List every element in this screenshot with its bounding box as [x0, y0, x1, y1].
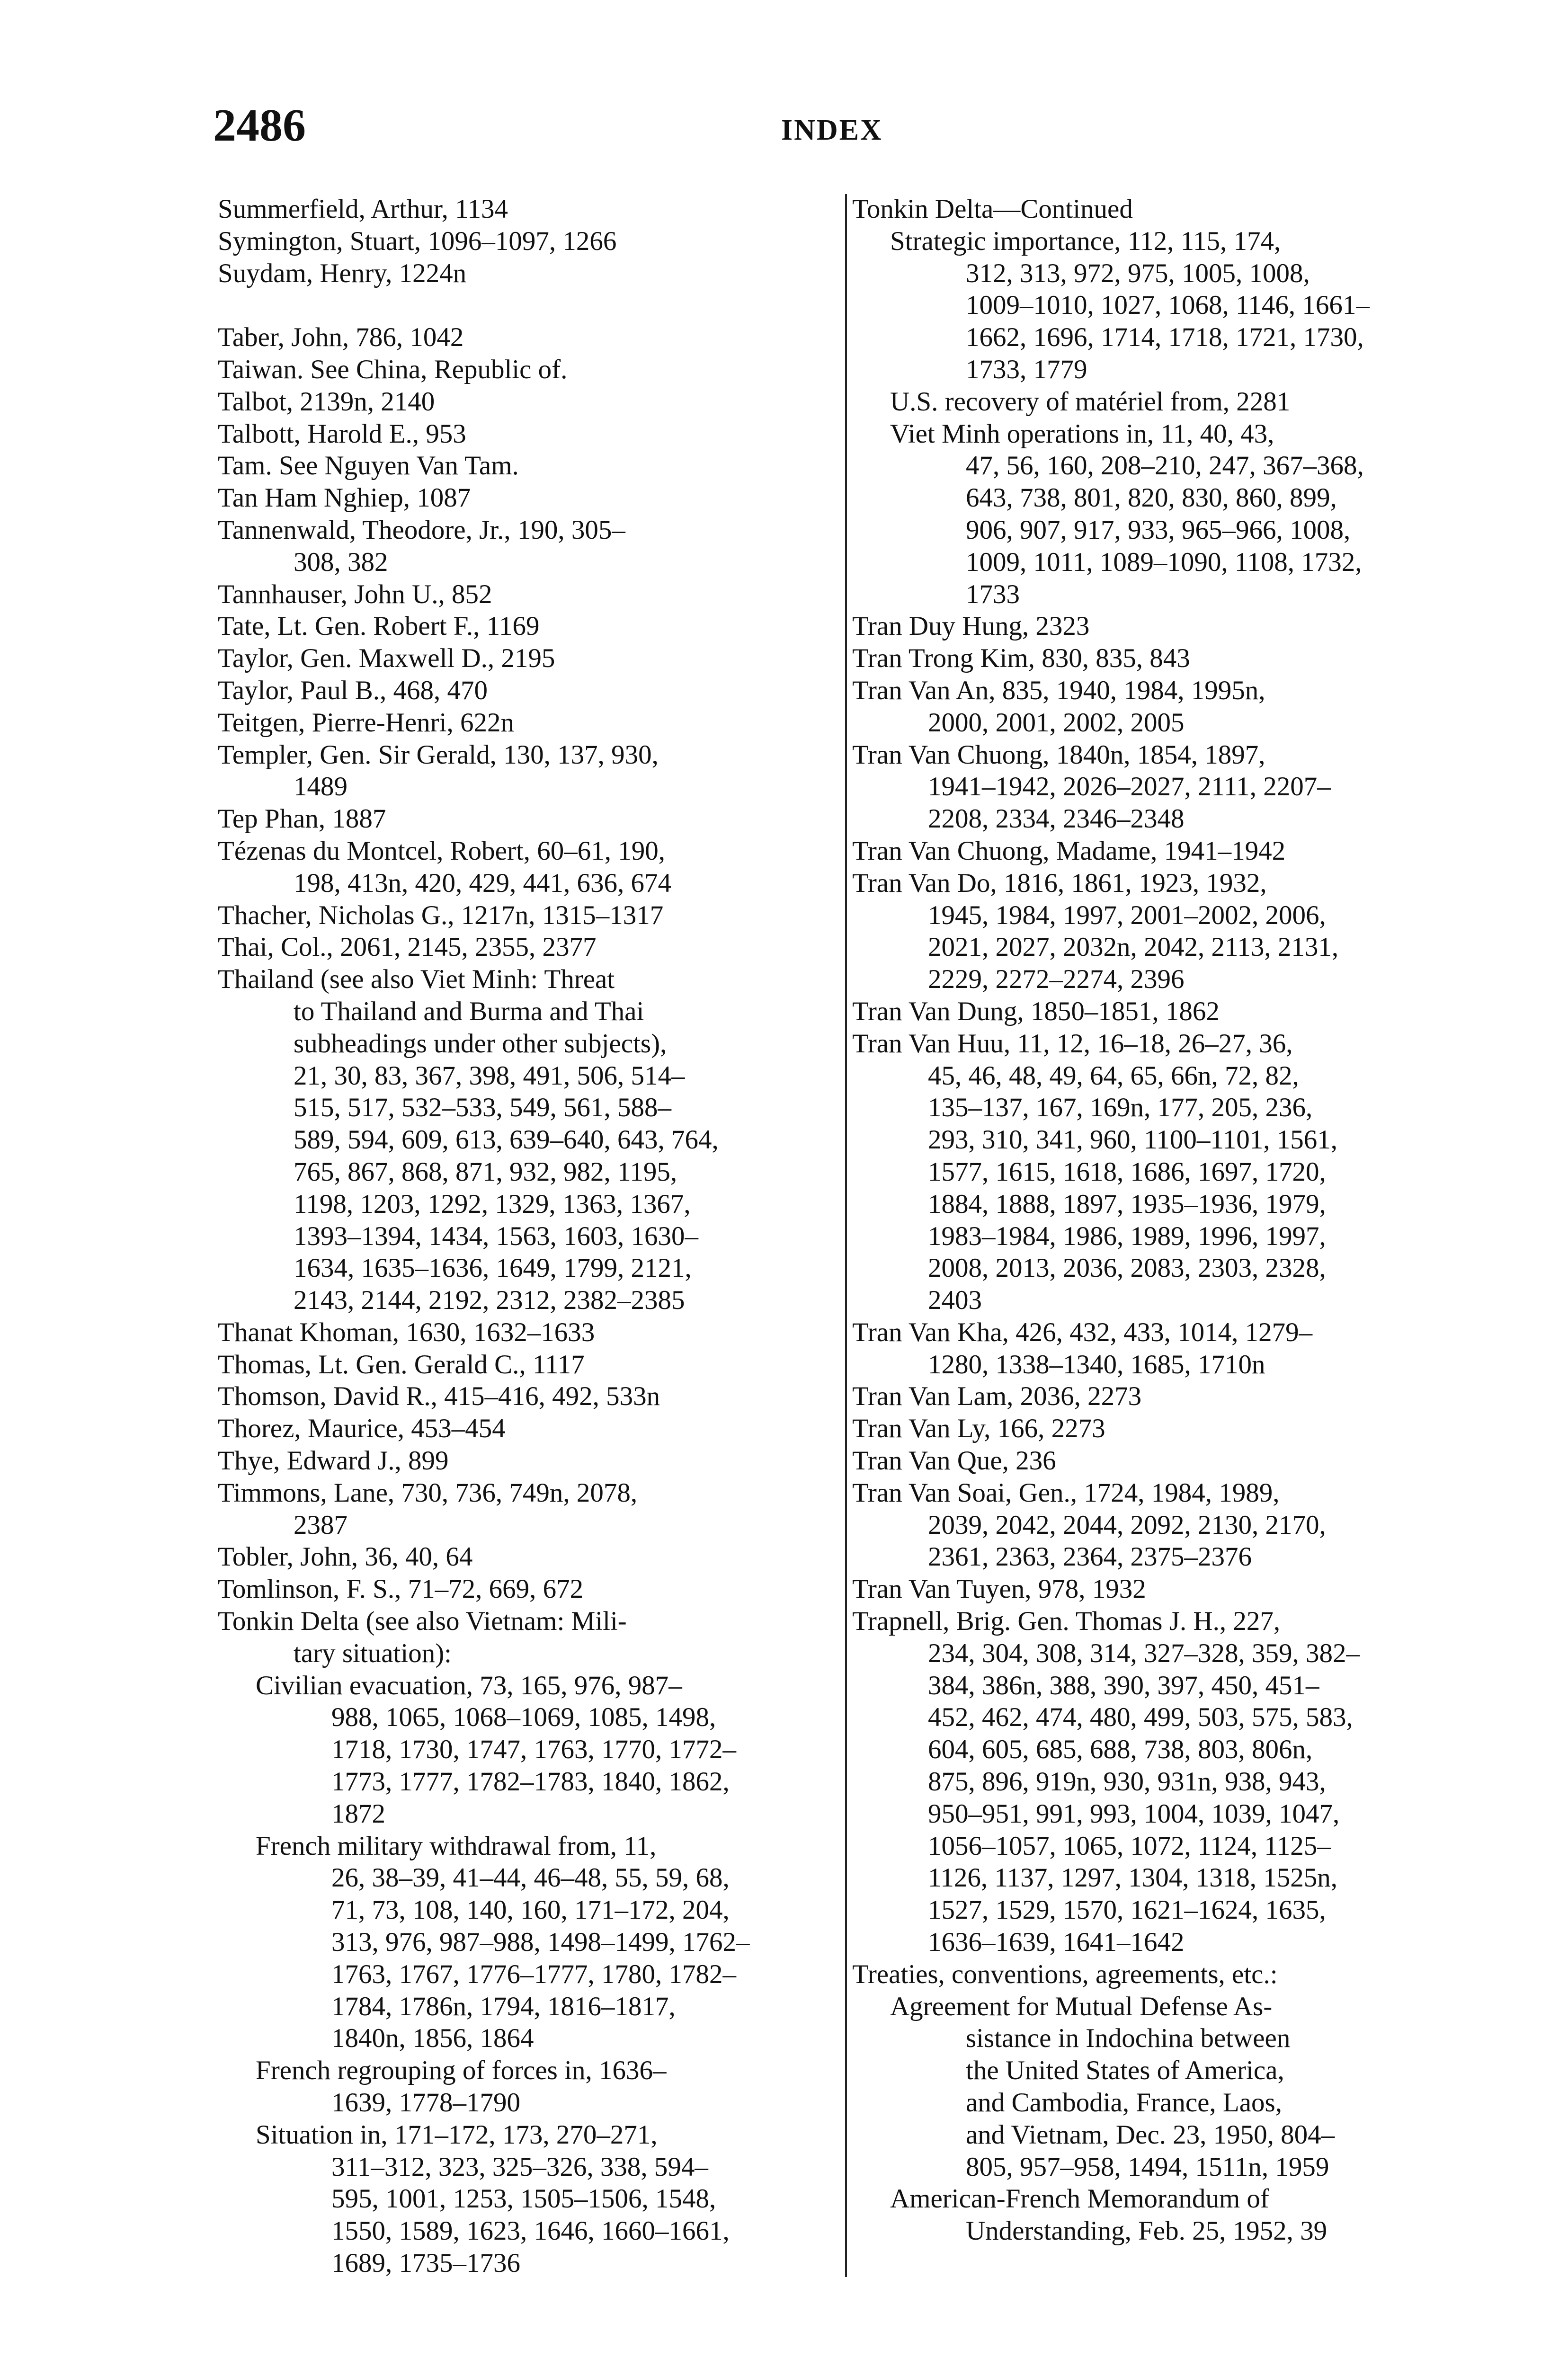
index-entry-line: Tran Van Do, 1816, 1861, 1923, 1932, — [852, 868, 1267, 898]
index-entry-line: 71, 73, 108, 140, 160, 171–172, 204, — [331, 1895, 730, 1925]
index-entry-line: Tran Van Lam, 2036, 2273 — [852, 1381, 1142, 1412]
index-entry-line: 906, 907, 917, 933, 965–966, 1008, — [966, 515, 1351, 545]
index-entry-line: Situation in, 171–172, 173, 270–271, — [256, 2119, 658, 2150]
index-entry-line: 1636–1639, 1641–1642 — [928, 1927, 1185, 1958]
index-entry-line: 2229, 2272–2274, 2396 — [928, 964, 1185, 995]
index-entry-line: the United States of America, — [966, 2056, 1284, 2086]
index-entry-line: Tobler, John, 36, 40, 64 — [218, 1542, 473, 1572]
index-entry-line: 1733 — [966, 579, 1020, 609]
index-entry-line: and Cambodia, France, Laos, — [966, 2088, 1282, 2118]
index-entry-line: Tonkin Delta—Continued — [852, 194, 1133, 224]
index-entry-line: 1941–1942, 2026–2027, 2111, 2207– — [928, 772, 1331, 802]
index-entry-line: 1577, 1615, 1618, 1686, 1697, 1720, — [928, 1157, 1326, 1187]
index-entry-line: sistance in Indochina between — [966, 2023, 1291, 2054]
index-entry-line: 1280, 1338–1340, 1685, 1710n — [928, 1349, 1265, 1379]
index-entry-line: 1527, 1529, 1570, 1621–1624, 1635, — [928, 1895, 1326, 1925]
index-entry-line: 293, 310, 341, 960, 1100–1101, 1561, — [928, 1125, 1338, 1155]
index-entry-line: 234, 304, 308, 314, 327–328, 359, 382– — [928, 1638, 1360, 1668]
index-entry-line: Taiwan. See China, Republic of. — [218, 354, 568, 384]
index-entry-line: 135–137, 167, 169n, 177, 205, 236, — [928, 1093, 1313, 1123]
index-entry-line: Thorez, Maurice, 453–454 — [218, 1414, 506, 1444]
index-entry-line: Civilian evacuation, 73, 165, 976, 987– — [256, 1670, 682, 1700]
index-entry-line: 47, 56, 160, 208–210, 247, 367–368, — [966, 451, 1364, 481]
index-entry-line: Understanding, Feb. 25, 1952, 39 — [966, 2216, 1327, 2246]
index-entry-line: 2387 — [294, 1510, 347, 1540]
index-entry-line: 21, 30, 83, 367, 398, 491, 506, 514– — [294, 1060, 685, 1091]
index-entry-line: 875, 896, 919n, 930, 931n, 938, 943, — [928, 1767, 1326, 1797]
index-entry-line: Tran Van Dung, 1850–1851, 1862 — [852, 996, 1220, 1026]
index-entry-line: Tannhauser, John U., 852 — [218, 579, 492, 609]
index-entry-line: Viet Minh operations in, 11, 40, 43, — [890, 418, 1274, 449]
index-entry-line: Tran Van An, 835, 1940, 1984, 1995n, — [852, 675, 1265, 705]
index-entry-line: 1126, 1137, 1297, 1304, 1318, 1525n, — [928, 1863, 1338, 1893]
index-entry-line: 604, 605, 685, 688, 738, 803, 806n, — [928, 1735, 1313, 1765]
index-entry-line: Tran Van Ly, 166, 2273 — [852, 1414, 1105, 1444]
index-entry-line: Tran Van Kha, 426, 432, 433, 1014, 1279– — [852, 1317, 1313, 1347]
index-entry-line: American-French Memorandum of — [890, 2184, 1269, 2214]
index-entry-line: tary situation): — [294, 1638, 452, 1668]
column-divider — [845, 194, 847, 2277]
index-entry-line: Tran Van Tuyen, 978, 1932 — [852, 1574, 1146, 1604]
index-entry-line: Tam. See Nguyen Van Tam. — [218, 451, 519, 481]
index-entry-line: 26, 38–39, 41–44, 46–48, 55, 59, 68, — [331, 1863, 730, 1893]
index-entry-line: 308, 382 — [294, 547, 388, 577]
index-entry-line: to Thailand and Burma and Thai — [294, 996, 644, 1026]
index-spacer — [218, 289, 829, 321]
page-number: 2486 — [213, 100, 306, 151]
index-entry-line: 1689, 1735–1736 — [331, 2248, 520, 2278]
index-entry-line: 311–312, 323, 325–326, 338, 594– — [331, 2152, 708, 2182]
index-entry-line: 1639, 1778–1790 — [331, 2088, 520, 2118]
index-entry-line: Tep Phan, 1887 — [218, 804, 386, 834]
index-entry-line: Talbot, 2139n, 2140 — [218, 386, 435, 417]
index-entry-line: 2039, 2042, 2044, 2092, 2130, 2170, — [928, 1510, 1326, 1540]
index-entry-line: U.S. recovery of matériel from, 2281 — [890, 386, 1291, 417]
index-entry-line: Summerfield, Arthur, 1134 — [218, 194, 508, 224]
index-entry-line: Thanat Khoman, 1630, 1632–1633 — [218, 1317, 595, 1347]
index-entry-line: 805, 957–958, 1494, 1511n, 1959 — [966, 2152, 1329, 2182]
index-entry-line: Suydam, Henry, 1224n — [218, 258, 467, 288]
index-entry-line: Thailand (see also Viet Minh: Threat — [218, 964, 615, 995]
index-entry-line: Tran Duy Hung, 2323 — [852, 611, 1090, 641]
index-entry-line: 2208, 2334, 2346–2348 — [928, 804, 1185, 834]
index-entry-line: Treaties, conventions, agreements, etc.: — [852, 1959, 1278, 1989]
index-entry-line: 1784, 1786n, 1794, 1816–1817, — [331, 1991, 676, 2021]
index-entry-line: French military withdrawal from, 11, — [256, 1831, 657, 1861]
index-entry-line: 1489 — [294, 772, 347, 802]
index-entry-line: 1945, 1984, 1997, 2001–2002, 2006, — [928, 900, 1326, 930]
index-entry-line: Tan Ham Nghiep, 1087 — [218, 483, 471, 513]
index-entry-line: 2361, 2363, 2364, 2375–2376 — [928, 1542, 1252, 1572]
index-entry-line: Thacher, Nicholas G., 1217n, 1315–1317 — [218, 900, 664, 930]
index-entry-line: Agreement for Mutual Defense As- — [890, 1991, 1273, 2021]
index-entry-line: Tonkin Delta (see also Vietnam: Mili- — [218, 1606, 627, 1637]
index-entry-line: 312, 313, 972, 975, 1005, 1008, — [966, 258, 1310, 288]
index-entry-line: Taber, John, 786, 1042 — [218, 322, 464, 353]
index-entry-line: 1009–1010, 1027, 1068, 1146, 1661– — [966, 290, 1370, 320]
index-entry-line: 384, 386n, 388, 390, 397, 450, 451– — [928, 1670, 1319, 1700]
index-entry-line: 198, 413n, 420, 429, 441, 636, 674 — [294, 868, 671, 898]
index-entry-line: Teitgen, Pierre-Henri, 622n — [218, 707, 514, 738]
index-entry-line: Tate, Lt. Gen. Robert F., 1169 — [218, 611, 540, 641]
index-entry-line: 1198, 1203, 1292, 1329, 1363, 1367, — [294, 1189, 691, 1219]
index-entry-line: 1662, 1696, 1714, 1718, 1721, 1730, — [966, 322, 1364, 353]
index-entry-line: Tran Van Soai, Gen., 1724, 1984, 1989, — [852, 1477, 1280, 1508]
index-entry-line: Talbott, Harold E., 953 — [218, 418, 466, 449]
index-entry-line: 45, 46, 48, 49, 64, 65, 66n, 72, 82, — [928, 1060, 1299, 1091]
index-entry-line: 2000, 2001, 2002, 2005 — [928, 707, 1185, 738]
index-entry-line: Thomas, Lt. Gen. Gerald C., 1117 — [218, 1349, 585, 1379]
index-entry-line: Tran Van Chuong, Madame, 1941–1942 — [852, 836, 1286, 866]
index-entry-line: 1393–1394, 1434, 1563, 1603, 1630– — [294, 1221, 698, 1251]
index-entry-line: Taylor, Gen. Maxwell D., 2195 — [218, 643, 555, 674]
index-entry-line: Tézenas du Montcel, Robert, 60–61, 190, — [218, 836, 666, 866]
index-entry-line: 988, 1065, 1068–1069, 1085, 1498, — [331, 1702, 716, 1733]
index-entry-line: Tran Van Chuong, 1840n, 1854, 1897, — [852, 739, 1265, 770]
index-entry-line: 1983–1984, 1986, 1989, 1996, 1997, — [928, 1221, 1326, 1251]
index-entry-line: 2143, 2144, 2192, 2312, 2382–2385 — [294, 1285, 685, 1316]
index-entry-line: Trapnell, Brig. Gen. Thomas J. H., 227, — [852, 1606, 1281, 1637]
index-entry-line: 1773, 1777, 1782–1783, 1840, 1862, — [331, 1767, 730, 1797]
index-entry-line: Strategic importance, 112, 115, 174, — [890, 226, 1281, 256]
index-column-right — [852, 193, 1468, 2247]
index-entry-line: 2008, 2013, 2036, 2083, 2303, 2328, — [928, 1253, 1326, 1283]
index-entry-line: 643, 738, 801, 820, 830, 860, 899, — [966, 483, 1337, 513]
index-entry-line: 1872 — [331, 1798, 385, 1829]
index-entry-line: 765, 867, 868, 871, 932, 982, 1195, — [294, 1157, 677, 1187]
index-entry-line: 1840n, 1856, 1864 — [331, 2023, 534, 2054]
index-entry-line: 2021, 2027, 2032n, 2042, 2113, 2131, — [928, 932, 1339, 962]
index-entry-line: Tannenwald, Theodore, Jr., 190, 305– — [218, 515, 625, 545]
index-entry-line: Tomlinson, F. S., 71–72, 669, 672 — [218, 1574, 584, 1604]
page-title: INDEX — [781, 114, 883, 146]
index-entry-line: 1718, 1730, 1747, 1763, 1770, 1772– — [331, 1735, 736, 1765]
index-entry-line: Timmons, Lane, 730, 736, 749n, 2078, — [218, 1477, 638, 1508]
index-entry-line: Tran Trong Kim, 830, 835, 843 — [852, 643, 1190, 674]
index-entry-line: 1763, 1767, 1776–1777, 1780, 1782– — [331, 1959, 736, 1989]
index-entry-line: Taylor, Paul B., 468, 470 — [218, 675, 488, 705]
index-entry-line: 1550, 1589, 1623, 1646, 1660–1661, — [331, 2216, 730, 2246]
index-entry-line: Thye, Edward J., 899 — [218, 1446, 449, 1476]
index-entry-line: 2403 — [928, 1285, 982, 1316]
index-entry-line: 1733, 1779 — [966, 354, 1087, 384]
index-entry-line: 313, 976, 987–988, 1498–1499, 1762– — [331, 1927, 750, 1958]
index-entry-line: 950–951, 991, 993, 1004, 1039, 1047, — [928, 1798, 1340, 1829]
index-entry-line: Tran Van Que, 236 — [852, 1446, 1056, 1476]
index-entry-line: subheadings under other subjects), — [294, 1028, 667, 1059]
index-entry-line: French regrouping of forces in, 1636– — [256, 2056, 667, 2086]
index-column-left — [218, 193, 829, 2279]
index-entry-line: 1884, 1888, 1897, 1935–1936, 1979, — [928, 1189, 1326, 1219]
index-entry-line: 1009, 1011, 1089–1090, 1108, 1732, — [966, 547, 1362, 577]
index-entry-line: Templer, Gen. Sir Gerald, 130, 137, 930, — [218, 739, 659, 770]
index-entry-line: Tran Van Huu, 11, 12, 16–18, 26–27, 36, — [852, 1028, 1293, 1059]
index-entry-line: 595, 1001, 1253, 1505–1506, 1548, — [331, 2184, 716, 2214]
index-entry-line: Thomson, David R., 415–416, 492, 533n — [218, 1381, 660, 1412]
index-entry-line: 452, 462, 474, 480, 499, 503, 575, 583, — [928, 1702, 1353, 1733]
index-entry-line: Thai, Col., 2061, 2145, 2355, 2377 — [218, 932, 597, 962]
index-entry-line: 515, 517, 532–533, 549, 561, 588– — [294, 1093, 671, 1123]
index-entry-line: 589, 594, 609, 613, 639–640, 643, 764, — [294, 1125, 719, 1155]
index-entry-line: 1056–1057, 1065, 1072, 1124, 1125– — [928, 1831, 1331, 1861]
index-entry-line: and Vietnam, Dec. 23, 1950, 804– — [966, 2119, 1335, 2150]
index-entry-line: Symington, Stuart, 1096–1097, 1266 — [218, 226, 617, 256]
index-entry-line: 1634, 1635–1636, 1649, 1799, 2121, — [294, 1253, 692, 1283]
